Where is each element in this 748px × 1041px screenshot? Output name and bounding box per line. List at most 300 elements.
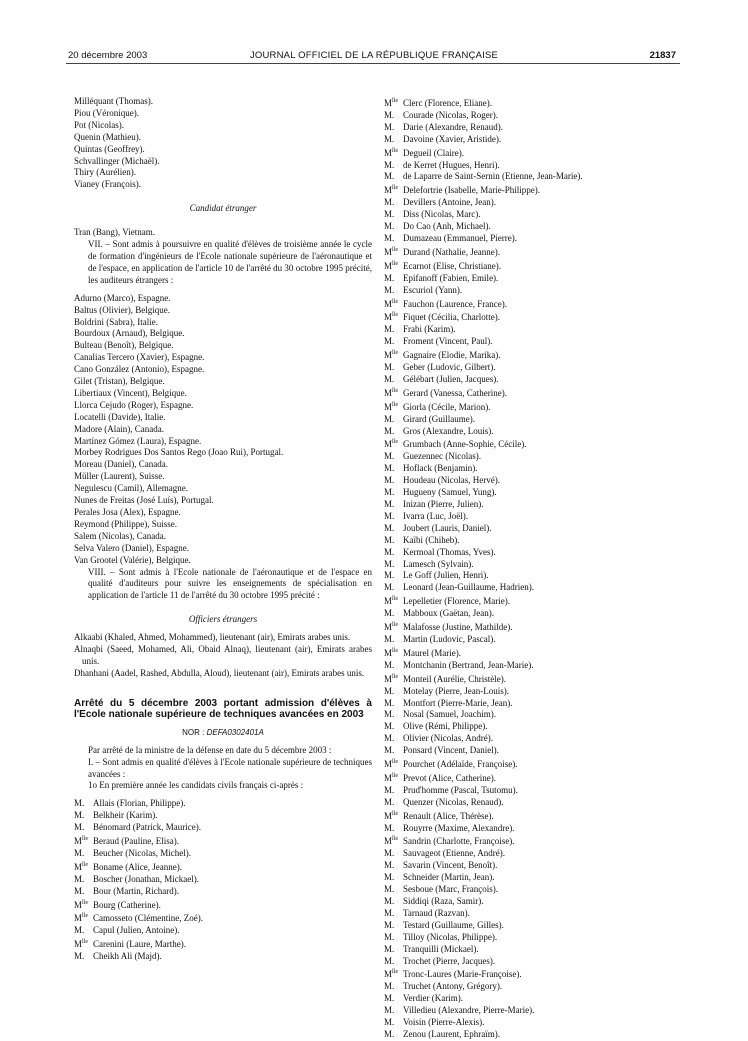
eleve-entry — [384, 297, 684, 311]
civility-title: M. — [384, 919, 395, 930]
list-item: Nunes de Freitas (José Luís), Portugal. — [74, 495, 214, 506]
eleve-name: Grumbach (Anne-Sophie, Cécile). — [403, 439, 527, 450]
civility-title: M. — [384, 425, 395, 436]
eleve-name: Geber (Ludovic, Gilbert). — [403, 362, 496, 373]
civility-title: $M^{lle}$ — [74, 939, 89, 950]
civility-title: M. — [384, 943, 395, 954]
eleve-entry — [384, 134, 684, 146]
eleve-name: Tilloy (Nicolas, Philippe). — [403, 931, 498, 942]
eleve-entry — [384, 570, 684, 582]
eleve-name: Sandrin (Charlotte, Françoise). — [403, 836, 515, 847]
eleve-entry — [384, 967, 684, 981]
auditeurs-list — [74, 293, 372, 567]
eleve-name: Truchet (Antony, Grégory). — [403, 981, 503, 992]
eleve-entry — [384, 771, 684, 785]
civility-title: M. — [384, 133, 395, 144]
list-item: Müller (Laurent), Suisse. — [74, 471, 165, 482]
eleve-entry — [384, 426, 684, 438]
eleve-entry — [74, 810, 372, 822]
eleve-name: Verdier (Karim). — [403, 993, 463, 1004]
eleve-name: Tarnaud (Razvan). — [403, 907, 470, 918]
header-page-number: 21837 — [649, 50, 676, 61]
eleve-entry — [74, 951, 372, 963]
civility-title: $M^{lle}$ — [384, 969, 399, 980]
eleve-entry — [384, 745, 684, 757]
eleve-name: Renault (Alice, Thérèse). — [403, 810, 494, 821]
eleve-entry — [384, 146, 684, 160]
civility-title: M. — [384, 546, 395, 557]
header-date: 20 décembre 2003 — [68, 50, 148, 61]
list-item: Boldrini (Sabra), Italie. — [74, 316, 158, 327]
civility-title: $M^{lle}$ — [384, 350, 399, 361]
civility-title: M. — [384, 860, 395, 871]
eleve-name: Ponsard (Vincent, Daniel). — [403, 745, 499, 756]
list-item: Bourdoux (Arnaud), Belgique. — [74, 328, 185, 339]
eleve-name: Beucher (Nicolas, Michel). — [93, 847, 191, 858]
civility-title: $M^{lle}$ — [384, 98, 399, 108]
civility-title: M. — [384, 570, 395, 581]
eleve-entry — [384, 721, 684, 733]
eleve-entry — [384, 547, 684, 559]
civility-title: M. — [384, 685, 395, 696]
eleve-name: Epifanoff (Fabien, Emile). — [403, 272, 499, 283]
eleve-name: Tranquilli (Mickael). — [403, 943, 479, 954]
list-item: Bulteau (Benoît), Belgique. — [74, 340, 174, 351]
civility-title: M. — [74, 810, 85, 821]
eleve-name: Girard (Guillaume). — [403, 413, 475, 424]
eleve-name: Hugueny (Samuel, Yung). — [403, 487, 497, 498]
eleve-name: Olivier (Nicolas, André). — [403, 733, 493, 744]
eleve-name: Martin (Ludovic, Pascal). — [403, 633, 496, 644]
civility-title: M. — [384, 907, 395, 918]
civility-title: M. — [384, 1005, 395, 1016]
eleve-entry — [74, 886, 372, 898]
civility-title: M. — [384, 709, 395, 720]
list-item: Martínez Gómez (Laura), Espagne. — [74, 435, 202, 446]
eleve-name: de Kerret (Hugues, Henri). — [403, 159, 500, 170]
eleve-entry — [384, 273, 684, 285]
civility-title: $M^{lle}$ — [384, 673, 399, 684]
eleve-name: Devillers (Antoine, Jean). — [403, 197, 496, 208]
eleve-entry — [384, 981, 684, 993]
civility-title: $M^{lle}$ — [74, 913, 89, 924]
officiers-list — [74, 632, 372, 680]
civility-title: M. — [384, 1028, 395, 1039]
list-item: Llorca Cejudo (Roger), Espagne. — [74, 399, 194, 410]
civility-title: M. — [384, 232, 395, 243]
eleve-name: Guezennec (Nicolas). — [403, 451, 481, 462]
eleve-name: Quenzer (Nicolas, Renaud). — [403, 796, 504, 807]
eleve-name: Mabboux (Gaëtan, Jean). — [403, 608, 494, 619]
eleve-name: Gerard (Vanessa, Catherine). — [403, 387, 507, 398]
eleve-entry — [384, 809, 684, 823]
eleve-entry — [384, 733, 684, 745]
list-item: Madore (Alain), Canada. — [74, 423, 164, 434]
civility-title: $M^{lle}$ — [74, 899, 89, 910]
eleve-name: Do Cao (Anh, Michael). — [403, 221, 491, 232]
arrete-title: Arrêté du 5 décembre 2003 portant admission d'élèves à l'Ecole nationale supérieure de techniques avancées en 2003 — [74, 697, 372, 721]
civility-title: M. — [384, 221, 395, 232]
civility-title: M. — [384, 487, 395, 498]
eleve-entry — [384, 872, 684, 884]
civility-title: $M^{lle}$ — [384, 298, 399, 309]
civility-title: M. — [384, 499, 395, 509]
civility-title: M. — [384, 721, 395, 732]
eleve-name: Voisin (Pierre-Alexis). — [403, 1017, 485, 1028]
civility-title: $M^{lle}$ — [384, 439, 399, 450]
eleve-entry — [384, 944, 684, 956]
eleve-entry — [384, 848, 684, 860]
eleve-entry — [384, 285, 684, 297]
eleve-name: Inizan (Pierre, Julien). — [403, 499, 484, 509]
eleve-name: Zenou (Laurent, Ephraïm). — [403, 1028, 500, 1039]
eleve-name: Ecarnot (Elise, Christiane). — [403, 260, 501, 271]
paragraph-vii: VII. – Sont admis à poursuivre en qualité d'élèves de troisième année le cycle de formation d'ingénieurs de l'Ecole nationale supérieure de l'aéronautique et de l'espace, en application de l'article 10 de l'arrêté du 30 octobre 1995 précité, les auditeurs étrangers : — [88, 239, 372, 285]
eleve-name: Giorla (Cécile, Marion). — [403, 401, 491, 412]
civility-title: $M^{lle}$ — [74, 836, 89, 847]
paragraph-1: 1o En première année les candidats civils français ci-après : — [88, 780, 304, 791]
civility-title: M. — [384, 510, 395, 521]
eleve-entry — [384, 414, 684, 426]
eleve-name: Allais (Florian, Philippe). — [93, 798, 186, 809]
civility-title: M. — [384, 993, 395, 1004]
eleve-entry — [74, 834, 372, 848]
eleve-name: Gélébart (Julien, Jacques). — [403, 373, 499, 384]
civility-title: M. — [384, 209, 395, 220]
civility-title: M. — [384, 733, 395, 744]
eleve-entry — [384, 993, 684, 1005]
eleve-name: Camosseto (Clémentine, Zoé). — [93, 913, 203, 924]
eleve-entry — [384, 160, 684, 172]
civility-title: M. — [384, 822, 395, 833]
list-item: Quenin (Mathieu). — [74, 131, 141, 142]
eleves-list-left — [74, 798, 372, 963]
eleve-name: Le Goff (Julien, Henri). — [403, 570, 489, 581]
civility-title: $M^{lle}$ — [74, 861, 89, 872]
civility-title: M. — [384, 159, 395, 170]
eleve-entry — [384, 437, 684, 451]
eleve-entry — [74, 911, 372, 925]
paragraph-par-arrete: Par arrêté de la ministre de la défense en date du 5 décembre 2003 : — [88, 744, 332, 755]
eleve-name: Prevot (Alice, Catherine). — [403, 772, 496, 783]
eleve-name: Lepelletier (Florence, Marie). — [403, 596, 510, 607]
civility-title: $M^{lle}$ — [384, 810, 399, 821]
civility-title: M. — [384, 872, 395, 883]
paragraph-viii: VIII. – Sont admis à l'Ecole nationale de l'aéronautique et de l'espace en qualité d'auditeurs pour suivre les enseignements de spécialisation en application de l'article 11 de l'arrêté du 30 octobre 1995 précité : — [88, 566, 372, 601]
section-heading-candidat: Candidat étranger — [189, 203, 257, 214]
civility-title: M. — [384, 697, 395, 708]
eleve-name: Sauvageot (Etienne, André). — [403, 848, 505, 859]
civility-title: M. — [384, 884, 395, 895]
eleve-entry — [384, 348, 684, 362]
eleve-entry — [384, 620, 684, 634]
civility-title: M. — [384, 171, 395, 182]
eleve-name: Schneider (Martin, Jean). — [403, 872, 495, 883]
eleve-entry — [384, 197, 684, 209]
civility-title: $M^{lle}$ — [384, 185, 399, 196]
eleve-name: Prud'homme (Pascal, Tsutomu). — [403, 784, 518, 795]
eleve-name: Gros (Alexandre, Louis). — [403, 425, 494, 436]
eleve-entry — [384, 1005, 684, 1017]
eleve-entry — [384, 920, 684, 932]
right-column — [384, 96, 684, 1041]
eleve-entry — [384, 535, 684, 547]
eleve-entry — [384, 122, 684, 134]
list-item: Van Grootel (Valérie), Belgique. — [74, 554, 191, 565]
eleve-name: Clerc (Florence, Eliane). — [403, 98, 492, 108]
list-item: Alkaabi (Khaled, Ahmed, Mohammed), lieutenant (air), Emirats arabes unis. — [74, 632, 351, 643]
eleve-entry — [384, 336, 684, 348]
eleve-entry — [384, 932, 684, 944]
civility-title: M. — [384, 336, 395, 347]
eleve-entry — [384, 487, 684, 499]
eleve-entry — [384, 860, 684, 872]
eleve-entry — [384, 646, 684, 660]
eleve-entry — [384, 209, 684, 221]
eleve-name: Delefortrie (Isabelle, Marie-Philippe). — [403, 185, 540, 196]
eleve-name: Montchanin (Bertrand, Jean-Marie). — [403, 659, 534, 670]
civility-title: M. — [384, 659, 395, 670]
list-item: Schvallinger (Michaël). — [74, 155, 160, 166]
eleve-entry — [384, 834, 684, 848]
civility-title: M. — [384, 284, 395, 295]
eleve-name: Gagnaire (Elodie, Marika). — [403, 350, 501, 361]
civility-title: $M^{lle}$ — [384, 772, 399, 783]
civility-title: M. — [74, 885, 85, 896]
eleve-entry — [384, 523, 684, 535]
civility-title: M. — [384, 413, 395, 424]
civility-title: $M^{lle}$ — [384, 647, 399, 658]
civility-title: $M^{lle}$ — [384, 622, 399, 633]
civility-title: $M^{lle}$ — [384, 147, 399, 158]
civility-title: M. — [384, 475, 395, 486]
header-rule — [66, 63, 680, 64]
civility-title: M. — [384, 534, 395, 545]
civility-title: M. — [384, 463, 395, 474]
eleve-name: Degueil (Claire). — [403, 147, 464, 158]
civility-title: M. — [384, 197, 395, 208]
eleve-name: Froment (Vincent, Paul). — [403, 336, 493, 347]
eleve-name: Kermoal (Thomas, Yves). — [403, 546, 496, 557]
nor-code: DEFA0302401A — [206, 727, 264, 737]
civility-title: $M^{lle}$ — [384, 759, 399, 770]
eleve-name: Fiquet (Cécilia, Charlotte). — [403, 312, 500, 323]
civility-title: $M^{lle}$ — [384, 260, 399, 271]
list-item: Libertiaux (Vincent), Belgique. — [74, 387, 187, 398]
eleve-entry — [74, 848, 372, 860]
eleve-name: Olive (Rémi, Philippe). — [403, 721, 488, 732]
eleve-name: Beraud (Pauline, Elisa). — [93, 836, 179, 847]
eleve-name: Montfort (Pierre-Marie, Jean). — [403, 697, 513, 708]
eleve-entry — [384, 499, 684, 511]
civility-title: M. — [384, 896, 395, 906]
civility-title: M. — [74, 798, 85, 809]
civility-title: M. — [384, 745, 395, 756]
section-heading-officiers: Officiers étrangers — [188, 614, 258, 625]
eleve-entry — [74, 860, 372, 874]
list-item: Salem (Nicolas), Canada. — [74, 530, 166, 541]
eleve-name: Joubert (Lauris, Daniel). — [403, 522, 492, 533]
eleve-entry — [384, 374, 684, 386]
eleve-name: Savarin (Vincent, Benoît). — [403, 860, 498, 871]
civility-title: M. — [384, 558, 395, 569]
civility-title: M. — [384, 1017, 395, 1028]
civility-title: $M^{lle}$ — [384, 596, 399, 607]
eleve-name: Trochet (Pierre, Jacques). — [403, 955, 496, 966]
civility-title: $M^{lle}$ — [384, 836, 399, 847]
civility-title: $M^{lle}$ — [384, 387, 399, 398]
civility-title: M. — [384, 955, 395, 966]
eleve-entry — [384, 797, 684, 809]
civility-title: $M^{lle}$ — [384, 246, 399, 257]
eleve-name: Lamesch (Sylvain). — [403, 558, 474, 569]
eleve-name: Pourchet (Adélaïde, Françoise). — [403, 759, 518, 770]
eleve-entry — [384, 362, 684, 374]
list-item: Cano González (Antonio), Espagne. — [74, 364, 205, 375]
list-item: Reymond (Philippe), Suisse. — [74, 518, 177, 529]
civility-title: M. — [384, 272, 395, 283]
eleve-entry — [384, 908, 684, 920]
eleve-name: Fauchon (Laurence, France). — [403, 298, 507, 309]
civility-title: M. — [384, 109, 395, 120]
nor-reference — [74, 727, 372, 739]
eleve-name: Bénomard (Patrick, Maurice). — [93, 822, 201, 833]
eleve-name: Cheikh Ali (Majd). — [93, 951, 162, 962]
eleve-entry — [384, 96, 684, 110]
eleve-entry — [384, 896, 684, 908]
list-item: Milléquant (Thomas). — [74, 96, 153, 106]
eleve-name: Carenini (Laure, Marthe). — [93, 939, 186, 950]
eleve-name: Motelay (Pierre, Jean-Louis). — [403, 685, 509, 696]
eleve-entry — [384, 709, 684, 721]
name-list — [74, 96, 372, 191]
eleve-entry — [384, 386, 684, 400]
eleve-name: Belkheir (Karim). — [93, 810, 158, 821]
eleve-name: Darie (Alexandre, Renaud). — [403, 121, 503, 132]
list-item: Perales Josa (Alex), Espagne. — [74, 507, 181, 517]
eleve-name: Monteil (Aurélie, Christèle). — [403, 673, 506, 684]
eleve-entry — [384, 672, 684, 686]
eleve-name: de Laparre de Saint-Sernin (Etienne, Jean-Marie). — [403, 171, 583, 182]
eleve-name: Boname (Alice, Jeanne). — [93, 861, 182, 872]
eleve-name: Tronc-Laures (Marie-Françoise). — [403, 969, 522, 980]
civility-title: M. — [74, 873, 85, 884]
eleve-entry — [384, 400, 684, 414]
eleve-name: Boscher (Jonathan, Mickael). — [93, 873, 199, 884]
civility-title: M. — [384, 324, 395, 335]
civility-title: M. — [384, 451, 395, 462]
eleve-entry — [384, 785, 684, 797]
civility-title: M. — [384, 848, 395, 859]
eleve-name: Nosal (Samuel, Joachim). — [403, 709, 496, 720]
eleve-name: Testard (Guillaume, Gilles). — [403, 919, 504, 930]
civility-title: M. — [384, 633, 395, 644]
eleve-name: Dumazeau (Emmanuel, Pierre). — [403, 232, 517, 243]
list-item: Vianey (François). — [74, 179, 141, 190]
eleve-name: Villedieu (Alexandre, Pierre-Marie). — [403, 1005, 535, 1016]
civility-title: M. — [384, 608, 395, 619]
eleve-entry — [384, 233, 684, 245]
eleve-entry — [74, 798, 372, 810]
eleve-name: Houdeau (Nicolas, Hervé). — [403, 475, 500, 486]
list-item: Negulescu (Camil), Allemagne. — [74, 483, 188, 494]
civility-title: M. — [74, 925, 85, 936]
eleve-entry — [384, 475, 684, 487]
eleve-name: Malafosse (Justine, Mathilde). — [403, 622, 513, 633]
eleve-name: Leonard (Jean-Guillaume, Hadrien). — [403, 582, 534, 593]
eleve-entry — [384, 324, 684, 336]
civility-title: M. — [74, 951, 85, 962]
eleve-name: Siddiqi (Raza, Samir). — [403, 896, 484, 906]
list-item: Gilet (Tristan), Belgique. — [74, 376, 165, 387]
list-item: Adurno (Marco), Espagne. — [74, 292, 171, 303]
eleve-entry — [384, 823, 684, 835]
civility-title: $M^{lle}$ — [384, 312, 399, 323]
eleve-name: Durand (Nathalie, Jeanne). — [403, 246, 500, 257]
eleve-name: Kaïbi (Chiheb). — [403, 534, 460, 545]
eleve-entry — [74, 898, 372, 912]
civility-title: M. — [384, 582, 395, 593]
eleve-name: Hoflack (Benjamin). — [403, 463, 478, 474]
eleve-entry — [384, 183, 684, 197]
eleve-entry — [384, 310, 684, 324]
civility-title: M. — [384, 522, 395, 533]
civility-title: M. — [384, 373, 395, 384]
eleve-name: Maurel (Marie). — [403, 647, 461, 658]
eleve-name: Escuriol (Yann). — [403, 284, 463, 295]
candidat-entry: Tran (Bang), Vietnam. — [74, 227, 155, 238]
eleve-name: Davoine (Xavier, Aristide). — [403, 133, 502, 144]
eleve-name: Frabi (Karim). — [403, 324, 456, 335]
eleve-entry — [74, 822, 372, 834]
list-item: Thiry (Aurélien). — [74, 167, 136, 178]
civility-title: M. — [384, 796, 395, 807]
header-title: JOURNAL OFFICIEL DE LA RÉPUBLIQUE FRANÇAISE — [249, 50, 499, 61]
civility-title: M. — [384, 362, 395, 373]
civility-title: $M^{lle}$ — [384, 401, 399, 412]
list-item: Selva Valero (Daniel), Espagne. — [74, 542, 190, 553]
eleve-name: Sesboue (Marc, François). — [403, 884, 498, 895]
eleve-entry — [74, 874, 372, 886]
eleve-name: Ivarra (Luc, Joël). — [403, 510, 468, 521]
eleve-entry — [384, 245, 684, 259]
eleve-entry — [384, 171, 684, 183]
list-item: Quintas (Geoffrey). — [74, 143, 145, 154]
list-item: Moreau (Daniel), Canada. — [74, 459, 168, 470]
civility-title: M. — [384, 981, 395, 992]
eleve-entry — [384, 511, 684, 523]
eleve-entry — [384, 660, 684, 672]
civility-title: M. — [384, 931, 395, 942]
list-item: Pot (Nicolas). — [74, 119, 124, 130]
eleve-entry — [384, 956, 684, 968]
eleve-entry — [384, 463, 684, 475]
list-item: Alnaqbi (Saeed, Mohamed, Ali, Obaid Alnaq), lieutenant (air), Emirats arabes unis. — [74, 644, 372, 666]
eleve-name: Bourg (Catherine). — [93, 899, 161, 910]
civility-title: M. — [74, 822, 85, 833]
eleve-entry — [74, 937, 372, 951]
eleve-entry — [384, 110, 684, 122]
civility-title: M. — [384, 784, 395, 795]
eleve-entry — [384, 594, 684, 608]
eleve-entry — [384, 757, 684, 771]
eleve-entry — [74, 925, 372, 937]
eleve-name: Courade (Nicolas, Roger). — [403, 109, 498, 120]
eleve-entry — [384, 451, 684, 463]
list-item: Canalias Tercero (Xavier), Espagne. — [74, 352, 205, 363]
eleve-entry — [384, 582, 684, 594]
eleve-entry — [384, 259, 684, 273]
